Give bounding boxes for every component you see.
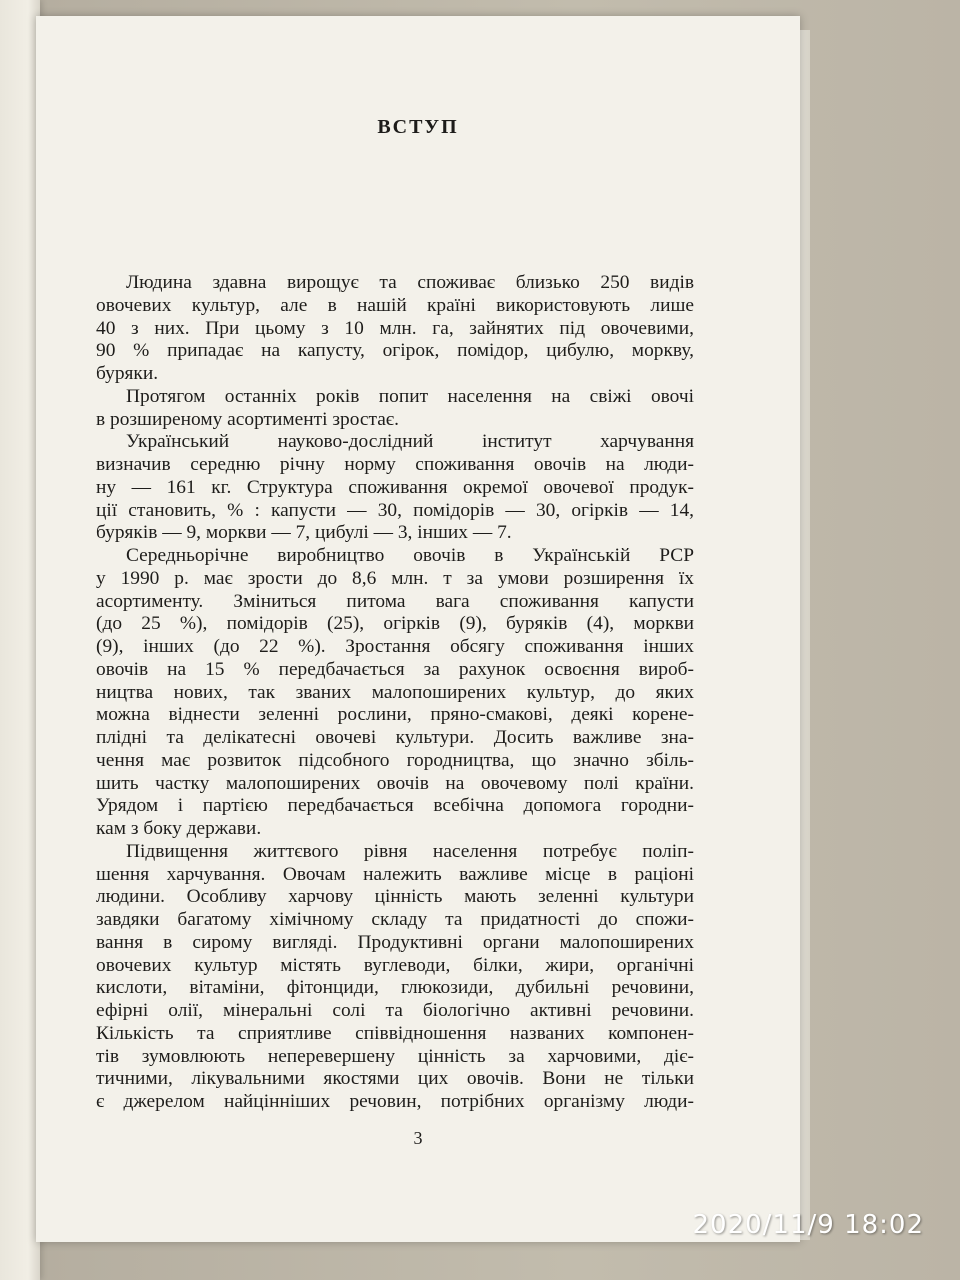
- text-line: овочевих культур, але в нашій країні використовують лише: [96, 294, 694, 316]
- text-line: (до 25 %), помідорів (25), огірків (9), буряків (4), моркви: [96, 613, 694, 635]
- text-line: ництва нових, так званих малопоширених культур, до яких: [96, 681, 694, 703]
- previous-page-edge: [0, 0, 40, 1280]
- text-line: Український науково-дослідний інститут харчування: [126, 431, 694, 453]
- text-line: шення харчування. Овочам належить важливе місце в раціоні: [96, 863, 694, 885]
- text-line: є джерелом найцінніших речовин, потрібних організму люди-: [96, 1091, 694, 1112]
- body-text: [96, 272, 694, 1114]
- page-title: ВСТУП: [377, 116, 459, 138]
- text-line: кислоти, вітаміни, фітонциди, глюкозиди, дубильні речовини,: [96, 977, 694, 999]
- text-line: можна віднести зеленні рослини, пряно-смакові, деякі корене-: [96, 704, 694, 726]
- text-line: асортименту. Зміниться питома вага споживання капусти: [96, 590, 694, 612]
- text-line: Урядом і партією передбачається всебічна допомога городни-: [96, 795, 694, 817]
- text-line: завдяки багатому хімічному складу та придатності до спожи-: [96, 909, 694, 930]
- text-line: 40 з них. При цьому з 10 млн. га, зайнятих під овочевими,: [96, 317, 694, 339]
- book-page: [36, 16, 800, 1242]
- text-line: ну — 161 кг. Структура споживання окремої овочевої продук-: [96, 476, 694, 498]
- text-line: кам з боку держави.: [96, 818, 262, 839]
- text-line: шить частку малопоширених овочів на овочевому полі країни.: [96, 772, 694, 794]
- text-line: 90 % припадає на капусту, огірок, помідор, цибулю, моркву,: [96, 340, 694, 362]
- text-line: овочів на 15 % передбачається за рахунок освоєння вироб-: [96, 658, 694, 680]
- text-line: (9), інших (до 22 %). Зростання обсягу споживання інших: [96, 636, 694, 657]
- text-line: Середньорічне виробництво овочів в Українській РСР: [126, 545, 694, 566]
- text-line: тичними, лікувальними якостями цих овочів. Вони не тільки: [96, 1068, 694, 1090]
- text-line: ції становить, % : капусти — 30, помідорів — 30, огірків — 14,: [96, 499, 694, 521]
- text-line: Кількість та сприятливе співвідношення названих компонен-: [96, 1022, 694, 1044]
- text-line: буряки.: [96, 363, 159, 384]
- text-line: Протягом останніх років попит населення на свіжі овочі: [126, 385, 694, 407]
- text-line: тів зумовлюють неперевершену цінність за харчовими, діє-: [96, 1045, 694, 1067]
- text-line: у 1990 р. має зрости до 8,6 млн. т за умови розширення їх: [96, 567, 694, 589]
- text-line: чення має розвиток підсобного городництва, що значно збіль-: [96, 749, 694, 771]
- text-line: буряків — 9, моркви — 7, цибулі — 3, інших — 7.: [96, 522, 512, 544]
- text-line: ефірні олії, мінеральні солі та біологічно активні речовини.: [96, 1000, 694, 1021]
- text-line: Людина здавна вирощує та споживає близько 250 видів: [126, 272, 694, 293]
- text-line: визначив середню річну норму споживання овочів на люди-: [96, 454, 694, 475]
- text-line: плідні та делікатесні овочеві культури. Досить важливе зна-: [96, 727, 694, 748]
- text-line: Підвищення життєвого рівня населення потребує поліп-: [126, 840, 694, 862]
- photo-timestamp: 2020/11/9 18:02: [692, 1210, 924, 1240]
- text-line: овочевих культур містять вуглеводи, білки, жири, органічні: [96, 954, 694, 976]
- text-line: людини. Особливу харчову цінність мають зеленні культури: [96, 886, 694, 908]
- page-number: 3: [413, 1128, 423, 1148]
- text-line: в розширеному асортименті зростає.: [96, 408, 399, 430]
- text-line: вання в сирому вигляді. Продуктивні органи малопоширених: [96, 931, 694, 953]
